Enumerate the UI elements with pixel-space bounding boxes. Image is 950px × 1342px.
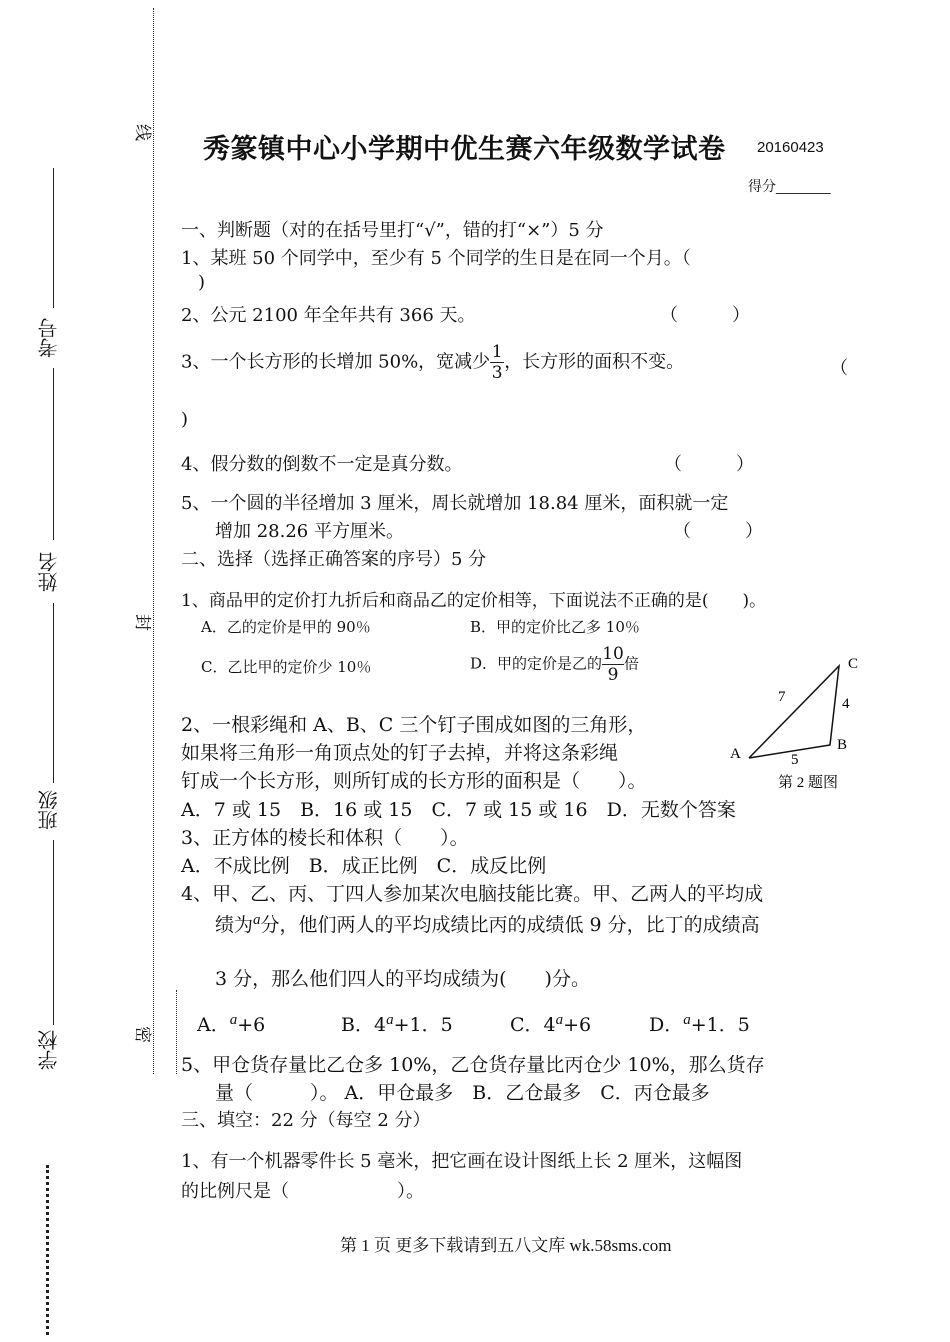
field-label-exam-no: 考号 [37, 318, 61, 358]
s1-q1-line2: ) [198, 272, 206, 293]
s1-q3-paren-close[interactable]: ) [181, 409, 189, 430]
variable-a: a [683, 1012, 691, 1028]
section3-heading: 三、填空：22 分（每空 2 分） [181, 1110, 431, 1131]
s2-q4-l2-pre: 绩为 [215, 914, 254, 936]
s2-q4-option-d [649, 1010, 750, 1037]
vertex-c-label: C [848, 656, 859, 672]
s2-q4-l2-post: 分，他们两人的平均成绩比丙的成绩低 9 分，比丁的成绩高 [260, 914, 760, 936]
field-underline [53, 368, 54, 540]
side-ac-label: 7 [778, 689, 786, 705]
score-field[interactable]: 得分_______ [748, 178, 831, 194]
field-label-school: 学校 [37, 1030, 61, 1070]
binding-dotted-line-lower [176, 990, 177, 1074]
s1-q5-line2: 增加 28.26 平方厘米。 [215, 521, 404, 542]
s2-q4-option-c [510, 1010, 591, 1037]
s1-q2: 2、公元 2100 年全年共有 366 天。 [181, 305, 476, 326]
margin-label-seal: 封 [132, 614, 152, 631]
s2-q3: 3、正方体的棱长和体积（ ）。 [181, 827, 469, 849]
frac-num: 1 [491, 342, 503, 362]
s1-q3-post: ，长方形的面积不变。 [504, 351, 685, 373]
opt-prefix: B．4 [341, 1014, 387, 1036]
s1-q4-answer-paren[interactable]: （ ） [664, 454, 754, 475]
opt-suffix: +1．5 [690, 1014, 750, 1036]
s2-q1-option-c: C．乙比甲的定价少 10％ [201, 658, 372, 676]
s1-q2-answer-paren[interactable]: （ ） [660, 305, 750, 326]
section2-heading: 二、选择（选择正确答案的序号）5 分 [181, 549, 487, 570]
figure-caption: 第 2 题图 [778, 775, 839, 791]
opt-prefix: A． [197, 1014, 230, 1036]
variable-a: a [386, 1012, 394, 1028]
s2-q2-options: A．7 或 15 B．16 或 15 C．7 或 15 或 16 D．无数个答案 [181, 799, 736, 821]
s2-q1-option-b: B．甲的定价比乙多 10％ [470, 618, 640, 636]
section1-heading: 一、判断题（对的在括号里打“√”，错的打“×”）5 分 [181, 220, 604, 241]
field-underline [53, 168, 54, 308]
frac-num: 10 [602, 644, 624, 664]
s2-q3-options: A．不成比例 B．成正比例 C．成反比例 [181, 855, 547, 877]
binding-dotted-line [153, 8, 154, 1074]
s2-q2-line2: 如果将三角形一角顶点处的钉子去掉，并将这条彩绳 [181, 742, 619, 764]
s1-q3-pre: 3、一个长方形的长增加 50%，宽减少 [181, 351, 491, 373]
s1-q3-paren-open[interactable]: （ [830, 358, 848, 379]
s2-q5-line1: 5、甲仓货存量比乙仓多 10%，乙仓货存量比丙仓少 10%，那么货存 [181, 1054, 765, 1076]
opt-suffix: +1．5 [393, 1014, 453, 1036]
s2-q1-option-a: A．乙的定价是甲的 90％ [201, 618, 371, 636]
s2-q1-d-post: 倍 [624, 654, 640, 673]
s2-q4-line3: 3 分，那么他们四人的平均成绩为( )分。 [215, 968, 590, 990]
page-footer: 第 1 页 更多下载请到五八文库 wk.58sms.com [340, 1236, 672, 1255]
s2-q1-d-pre: D．甲的定价是乙的 [470, 654, 603, 673]
s2-q4-line2 [215, 910, 760, 937]
vertex-b-label: B [837, 737, 848, 753]
fraction-one-third [490, 342, 504, 383]
s1-q5-answer-paren[interactable]: （ ） [673, 521, 763, 542]
fraction-ten-ninths [602, 644, 624, 685]
exam-date: 20160423 [757, 139, 824, 156]
triangle-figure [720, 650, 870, 800]
vertex-a-label: A [730, 746, 741, 762]
frac-den: 3 [491, 363, 503, 383]
frac-den: 9 [607, 665, 619, 685]
s2-q5-line2: 量（ ）。 A．甲仓最多 B．乙仓最多 C．丙仓最多 [215, 1082, 710, 1104]
s1-q4: 4、假分数的倒数不一定是真分数。 [181, 454, 463, 475]
field-label-name: 姓名 [37, 552, 61, 592]
opt-suffix: +6 [563, 1014, 592, 1036]
field-label-class: 班级 [37, 790, 61, 830]
side-bc-label: 4 [842, 696, 850, 712]
margin-label-line: 线 [132, 124, 152, 141]
s1-q5-line1: 5、一个圆的半径增加 3 厘米，周长就增加 18.84 厘米，面积就一定 [181, 493, 729, 514]
variable-a: a [229, 1012, 238, 1028]
binding-heavy-dots [46, 1165, 49, 1335]
s3-q1-line1: 1、有一个机器零件长 5 毫米，把它画在设计图纸上长 2 厘米，这幅图 [181, 1151, 743, 1172]
opt-prefix: C．4 [510, 1014, 556, 1036]
margin-label-secret: 密 [132, 1026, 152, 1043]
s1-q3 [181, 342, 684, 383]
opt-prefix: D． [649, 1014, 684, 1036]
s1-q1-line1: 1、某班 50 个同学中，至少有 5 个同学的生日是在同一个月。（ [181, 248, 691, 269]
side-ab-label: 5 [791, 752, 799, 768]
s2-q4-line1: 4、甲、乙、丙、丁四人参加某次电脑技能比赛。甲、乙两人的平均成 [181, 883, 764, 905]
s2-q4-option-a [197, 1010, 265, 1037]
field-underline [53, 840, 54, 1025]
variable-a: a [555, 1012, 564, 1028]
s2-q4-option-b [341, 1010, 453, 1037]
triangle-shape [749, 666, 839, 758]
s3-q1-line2: 的比例尺是（ ）。 [181, 1181, 424, 1202]
opt-suffix: +6 [237, 1014, 266, 1036]
s2-q2-line3: 钉成一个长方形，则所钉成的长方形的面积是（ ）。 [181, 770, 647, 792]
field-underline [53, 603, 54, 783]
s2-q2-line1: 2、一根彩绳和 A、B、C 三个钉子围成如图的三角形， [181, 714, 647, 736]
s2-q1: 1、商品甲的定价打九折后和商品乙的定价相等，下面说法不正确的是( )。 [181, 591, 767, 611]
variable-a: a [253, 912, 261, 928]
page-title: 秀篆镇中心小学期中优生赛六年级数学试卷 [203, 134, 726, 165]
s2-q1-option-d [470, 644, 639, 685]
